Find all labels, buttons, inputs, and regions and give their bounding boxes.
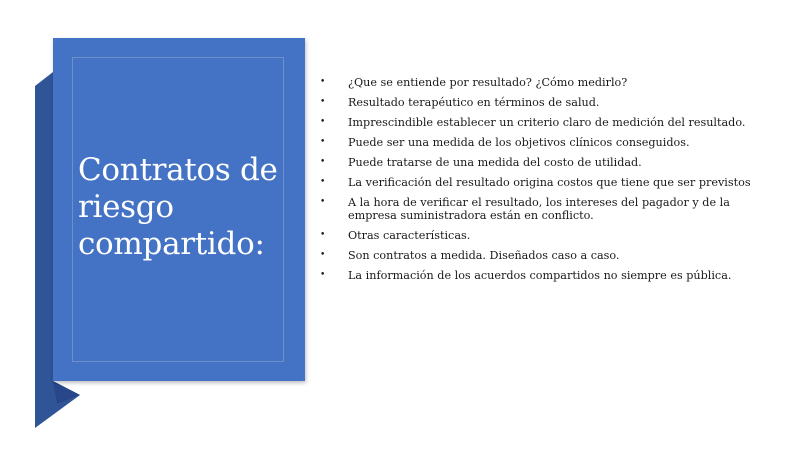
bullet-dot: •: [320, 97, 326, 107]
bullet-text: Puede ser una medida de los objetivos clínicos conseguidos.: [348, 136, 690, 149]
bullet-dot: •: [320, 77, 326, 87]
bullet-text: A la hora de verificar el resultado, los intereses del pagador y de la empresa suministradora están en conflicto.: [348, 196, 730, 222]
bullet-dot: •: [320, 250, 326, 260]
bullet-text: Otras características.: [348, 229, 471, 242]
bullet-text: La verificación del resultado origina costos que tiene que ser previstos: [348, 176, 751, 189]
bullet-dot: •: [320, 270, 326, 280]
list-item: [318, 196, 758, 222]
list-item: [318, 96, 758, 109]
list-item: [318, 116, 758, 129]
bullet-text: Puede tratarse de una medida del costo de utilidad.: [348, 156, 642, 169]
list-item: [318, 269, 758, 282]
bullet-dot: •: [320, 137, 326, 147]
list-item: [318, 136, 758, 149]
bullet-dot: •: [320, 197, 326, 207]
list-item: [318, 76, 758, 89]
list-item: [318, 229, 758, 242]
bullet-list: [318, 76, 758, 289]
bullet-dot: •: [320, 177, 326, 187]
bullet-dot: •: [320, 157, 326, 167]
bullet-text: Son contratos a medida. Diseñados caso a caso.: [348, 249, 620, 262]
slide-title: Contratos de riesgo compartido:: [78, 152, 278, 262]
bullet-dot: •: [320, 230, 326, 240]
list-item: [318, 249, 758, 262]
list-item: [318, 176, 758, 189]
list-item: [318, 156, 758, 169]
bullet-text: ¿Que se entiende por resultado? ¿Cómo medirlo?: [348, 76, 628, 89]
bullet-dot: •: [320, 117, 326, 127]
bullet-text: Imprescindible establecer un criterio claro de medición del resultado.: [348, 116, 746, 129]
bullet-text: Resultado terapéutico en términos de salud.: [348, 96, 600, 109]
bullet-text: La información de los acuerdos compartidos no siempre es pública.: [348, 269, 732, 282]
